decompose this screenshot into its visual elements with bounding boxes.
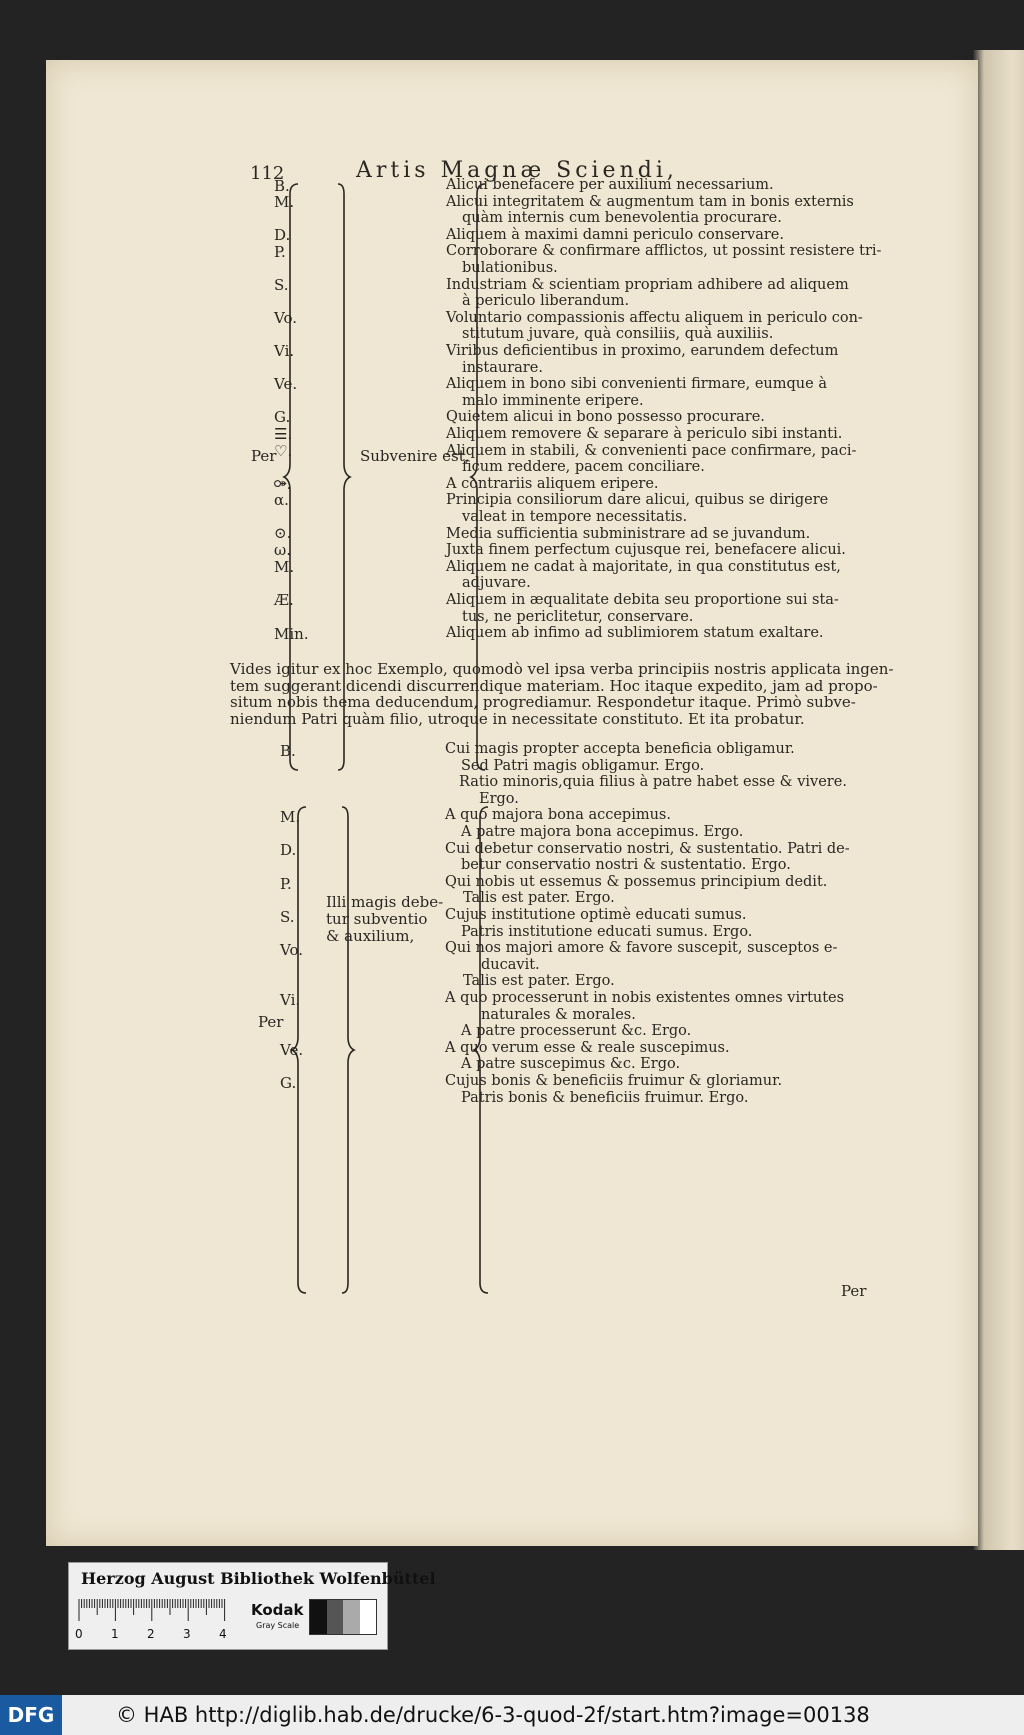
table2-line: betur conservatio nostri & sustentatio. Ergo. [461, 857, 791, 874]
table1-line: Aliquem à maximi damni periculo conservare. [446, 226, 784, 243]
table1-line: Alicui benefacere per auxilium necessarium. [446, 177, 774, 193]
table1-key: Min. [274, 625, 309, 643]
catchword: Per [841, 1282, 867, 1300]
table1-line: tus, ne periclitetur, conservare. [462, 608, 694, 625]
ruler-label: 4 [219, 1627, 227, 1641]
copyright-link[interactable]: © HAB http://diglib.hab.de/drucke/6-3-quod-2f/start.htm?image=00138 [116, 1703, 870, 1727]
table1-line: Aliquem in bono sibi convenienti firmare, eumque à [446, 376, 827, 393]
table2-line: Cujus institutione optimè educati sumus. [445, 907, 747, 923]
table1-key: S. [274, 276, 289, 294]
running-title: Artis Magnæ Sciendi, [356, 158, 678, 183]
table1-line: bulationibus. [462, 260, 558, 276]
table2-subject-line: Illi magis debe- [326, 893, 444, 911]
ruler-label: 2 [147, 1627, 155, 1641]
page-number: 112 [250, 163, 285, 184]
gray-scale-patches [309, 1599, 377, 1635]
paragraph-line: situm nobis thema deducendum, progrediamur. Respondetur itaque. Primò subve- [230, 693, 856, 712]
ruler-label: 3 [183, 1627, 191, 1641]
table2-key: S. [280, 908, 295, 926]
table2-subject-line: & auxilium, [326, 927, 415, 945]
paragraph-line: niendum Patri quàm filio, utroque in necessitate constituto. Et ita probatur. [230, 709, 805, 728]
paragraph-line: tem suggerant dicendi discurrendique materiam. Hoc itaque expedito, jam ad propo- [230, 676, 878, 695]
table1-key: D. [274, 226, 291, 244]
table2-key: M. [280, 808, 301, 826]
table1-line: Quietem alicui in bono possesso procurare. [446, 409, 765, 426]
table1-key: Æ. [274, 591, 294, 609]
table2-line: Cui debetur conservatio nostri, & sustentatio. Patri de- [445, 840, 850, 857]
calibration-colorbar [68, 1562, 436, 1650]
table1-line: stitutum juvare, quà consiliis, quà auxiliis. [462, 326, 774, 343]
ruler-label: 0 [75, 1627, 83, 1641]
table1-line: Principia consiliorum dare alicui, quibus se dirigere [446, 492, 829, 509]
table2-line: Cujus bonis & beneficiis fruimur & gloriamur. [445, 1073, 783, 1089]
table2-key: Vo. [280, 941, 303, 959]
table1-line: A contrariis aliquem eripere. [446, 475, 659, 492]
table2-key: D. [280, 841, 297, 859]
table2-line: A quo verum esse & reale suscepimus. [445, 1039, 730, 1056]
table2-line: Patris bonis & beneficiis fruimur. Ergo. [461, 1089, 749, 1106]
table2-line: Sed Patri magis obligamur. Ergo. [461, 757, 705, 774]
table1-line: Aliquem in stabili, & convenienti pace confirmare, paci- [446, 442, 857, 459]
table1-line: Juxta finem perfectum cujusque rei, benefacere alicui. [446, 542, 846, 559]
table1-line: Aliquem in æqualitate debita seu proportione sui sta- [446, 592, 839, 608]
table1-key: ♡. [274, 442, 293, 460]
dfg-logo: DFG [0, 1695, 62, 1735]
gray-scale-label: Gray Scale [256, 1621, 300, 1630]
table1-line: Aliquem ab infimo ad sublimiorem statum exaltare. [446, 625, 824, 642]
table1-key: ☰. [274, 425, 293, 443]
table1-line: Media sufficientia subministrare ad se juvandum. [446, 525, 811, 542]
table1-key: α. [274, 491, 289, 509]
table1-line: Viribus deficientibus in proximo, earundem defectum [446, 343, 839, 359]
table1-line: Aliquem ne cadat à majoritate, in qua constitutus est, [446, 558, 841, 575]
table2-key: P. [280, 875, 292, 893]
table2-line: ducavit. [481, 956, 540, 973]
table1-line: adjuvare. [462, 575, 531, 592]
table1-line: Aliquem removere & separare à periculo sibi instanti. [446, 426, 843, 442]
table2-line: Ratio minoris,quia filius à patre habet esse & vivere. [459, 774, 847, 791]
paragraph-line: Vides igitur ex hoc Exemplo, quomodò vel ipsa verba principiis nostris applicata ingen- [230, 660, 894, 678]
adjacent-page-edge [972, 50, 1024, 1550]
table2-key: G. [280, 1074, 297, 1092]
table2-key: B. [280, 742, 296, 760]
table1-key: ⊙. [274, 524, 292, 542]
table2-line: Qui nos majori amore & favore suscepit, susceptos e- [445, 940, 838, 957]
table2-line: A patre processerunt &c. Ergo. [461, 1023, 692, 1040]
table1-line: quàm internis cum benevolentia procurare. [462, 210, 782, 227]
table2-line: A patre suscepimus &c. Ergo. [461, 1056, 681, 1073]
ruler-label: 1 [111, 1627, 119, 1641]
table1-key: ⚩. [274, 475, 292, 493]
table1-line: Alicui integritatem & augmentum tam in bonis externis [446, 193, 854, 210]
table1-line: Industriam & scientiam propriam adhibere ad aliquem [446, 276, 849, 293]
table2-line: Cui magis propter accepta beneficia obligamur. [445, 741, 795, 757]
table2-key-bracket [340, 805, 370, 1295]
table2-line: naturales & morales. [481, 1006, 636, 1023]
table1-line: malo imminente eripere. [462, 392, 644, 409]
table1-subject: Subvenire est, [360, 447, 470, 465]
colorbar-title: Herzog August Bibliothek Wolfenbüttel [81, 1569, 436, 1588]
table2-line: A quo processerunt in nobis existentes omnes virtutes [445, 990, 845, 1006]
table1-key: Ve. [274, 375, 298, 393]
table1-line: Corroborare & confirmare afflictos, ut possint resistere tri- [446, 243, 882, 260]
table2-line: Talis est pater. Ergo. [463, 890, 615, 907]
table1-key: G. [274, 408, 291, 426]
table2-key: Ve. [280, 1041, 304, 1059]
book-page [46, 60, 978, 1546]
ruler-ticks [77, 1599, 227, 1625]
table1-key: B. [274, 177, 290, 195]
table1-key: P. [274, 243, 286, 261]
table2-line: Talis est pater. Ergo. [463, 973, 615, 990]
table1-key: M. [274, 193, 295, 211]
table2-subject-line: tur subventio [326, 910, 428, 928]
table1-line: ficum reddere, pacem conciliare. [462, 459, 705, 476]
table2-line: Patris institutione educati sumus. Ergo. [461, 923, 753, 940]
table1-line: Voluntario compassionis affectu aliquem in periculo con- [446, 309, 863, 326]
table1-line: à periculo liberandum. [462, 293, 630, 310]
table2-line: Qui nobis ut essemus & possemus principium dedit. [445, 873, 828, 890]
table2-line: A patre majora bona accepimus. Ergo. [461, 824, 744, 840]
table2-line: Ergo. [479, 790, 519, 807]
table1-line: instaurare. [462, 359, 543, 376]
table1-key: M. [274, 558, 295, 576]
table2-key: Vi. [280, 991, 301, 1009]
table1-key: ω. [274, 541, 291, 559]
table1-key: Vi. [274, 342, 295, 360]
table1-key: Vo. [274, 309, 297, 327]
table2-per-label: Per [258, 1013, 284, 1031]
kodak-brand: Kodak [251, 1601, 304, 1619]
table2-line: A quo majora bona accepimus. [445, 807, 671, 824]
table1-line: valeat in tempore necessitatis. [462, 509, 688, 525]
table1-per-label: Per [251, 447, 277, 465]
